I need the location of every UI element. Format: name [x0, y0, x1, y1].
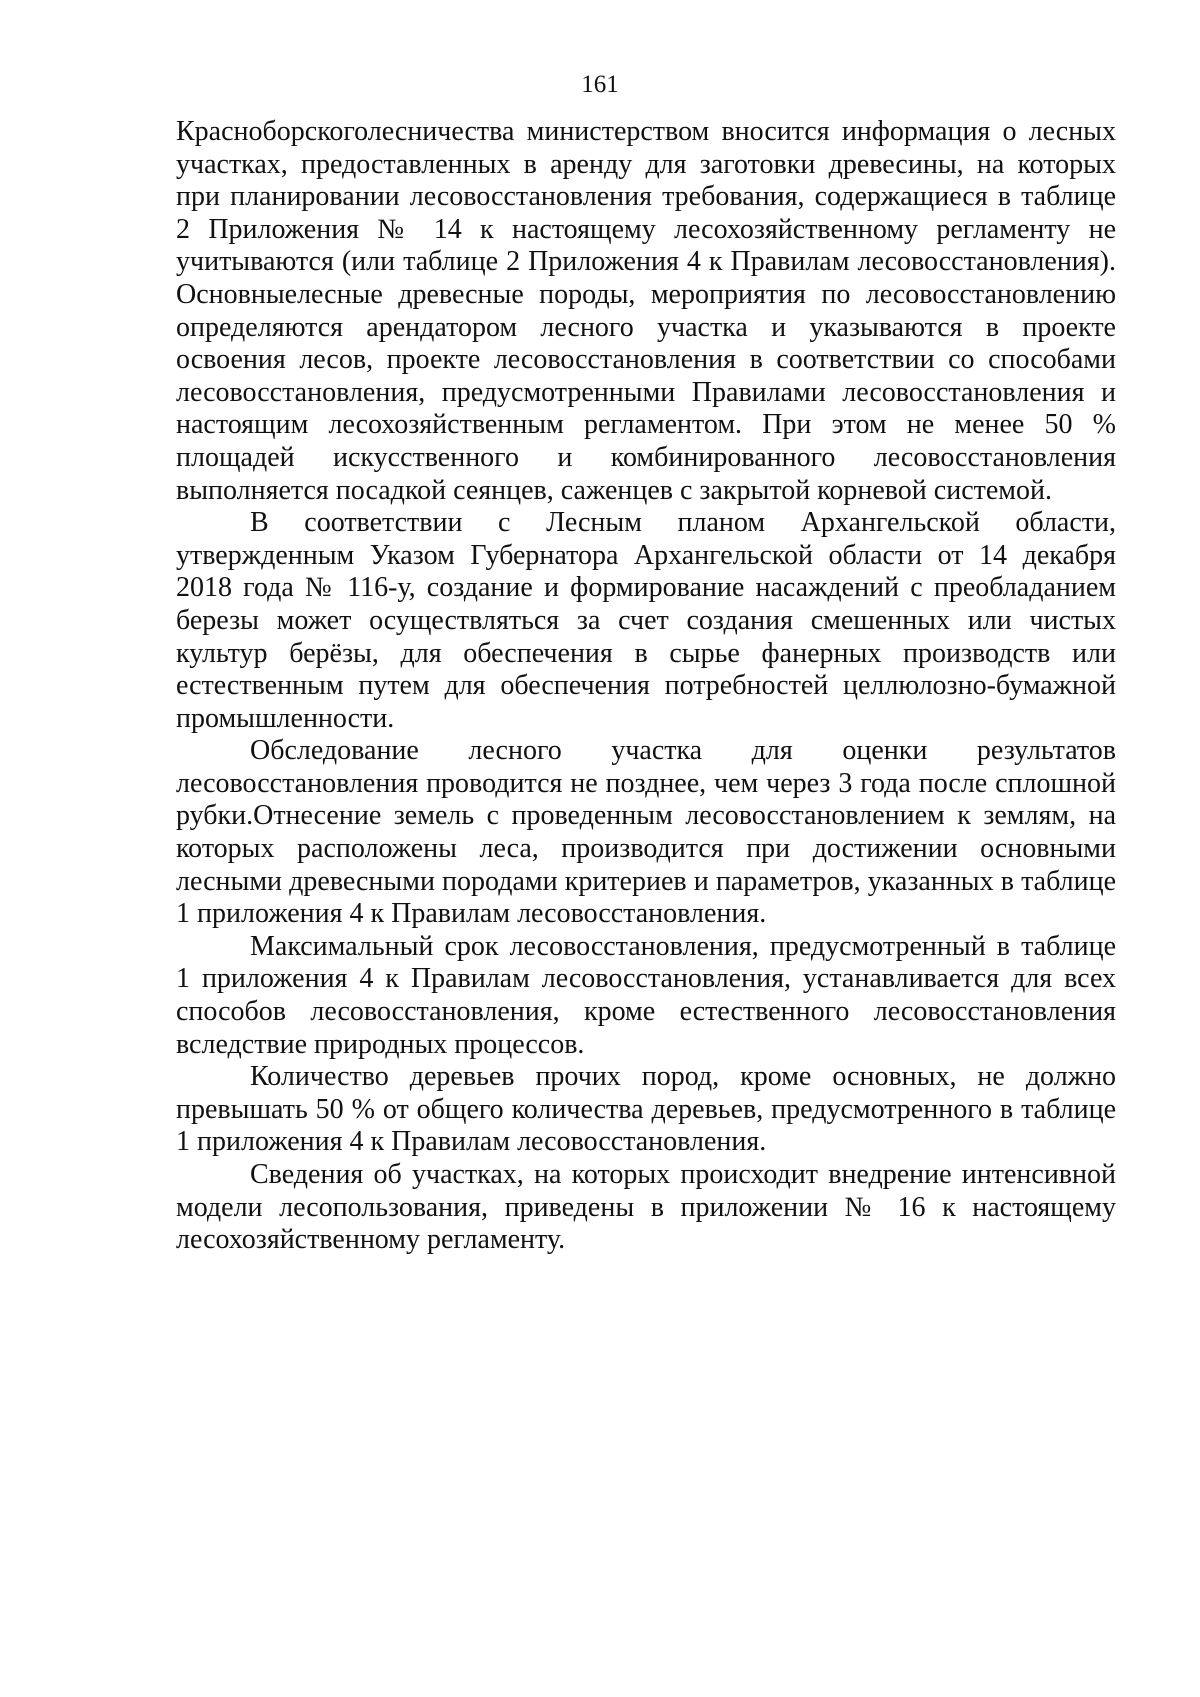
page-number: 161: [581, 71, 619, 98]
paragraph-max-term: Максимальный срок лесовосстановления, предусмотренный в таблице 1 приложения 4 к Правилам лесовосстановления, устанавливается для всех способов лесовосстановления, кроме естественного лесовосстановления вследствие природных процессов.: [176, 930, 1116, 1060]
paragraph-continuation: Красноборскоголесничества министерством вносится информация о лесных участках, предоставленных в аренду для заготовки древесины, на которых при планировании лесовосстановления требования, содержащиеся в таблице 2 Приложения № 14 к настоящему лесохозяйственному регламенту не учитываются (или таблице 2 Приложения 4 к Правилам лесовосстановления). Основныелесные древесные породы, мероприятия по лесовосстановлению определяются арендатором лесного участка и указываются в проекте освоения лесов, проекте лесовосстановления в соответствии со способами лесовосстановления, предусмотренными Правилами лесовосстановления и настоящим лесохозяйственным регламентом. При этом не менее 50 % площадей искусственного и комбинированного лесовосстановления выполняется посадкой сеянцев, саженцев с закрытой корневой системой.: [176, 116, 1116, 506]
paragraph-survey: Обследование лесного участка для оценки результатов лесовосстановления проводится не позднее, чем через 3 года после сплошной рубки.Отнесение земель с проведенным лесовосстановлением к землям, на которых расположены леса, производится при достижении основными лесными древесными породами критериев и параметров, указанных в таблице 1 приложения 4 к Правилам лесовосстановления.: [176, 735, 1116, 930]
paragraph-intensive-model: Сведения об участках, на которых происходит внедрение интенсивной модели лесопользования, приведены в приложении № 16 к настоящему лесохозяйственному регламенту.: [176, 1159, 1116, 1256]
document-body: [176, 116, 1116, 1257]
paragraph-tree-count: Количество деревьев прочих пород, кроме основных, не должно превышать 50 % от общего количества деревьев, предусмотренного в таблице 1 приложения 4 к Правилам лесовосстановления.: [176, 1061, 1116, 1158]
paragraph-forest-plan: В соответствии с Лесным планом Архангельской области, утвержденным Указом Губернатора Архангельской области от 14 декабря 2018 года № 116-у, создание и формирование насаждений с преобладанием березы может осуществляться за счет создания смешенных или чистых культур берёзы, для обеспечения в сырье фанерных производств или естественным путем для обеспечения потребностей целлюлозно-бумажной промышленности.: [176, 507, 1116, 734]
